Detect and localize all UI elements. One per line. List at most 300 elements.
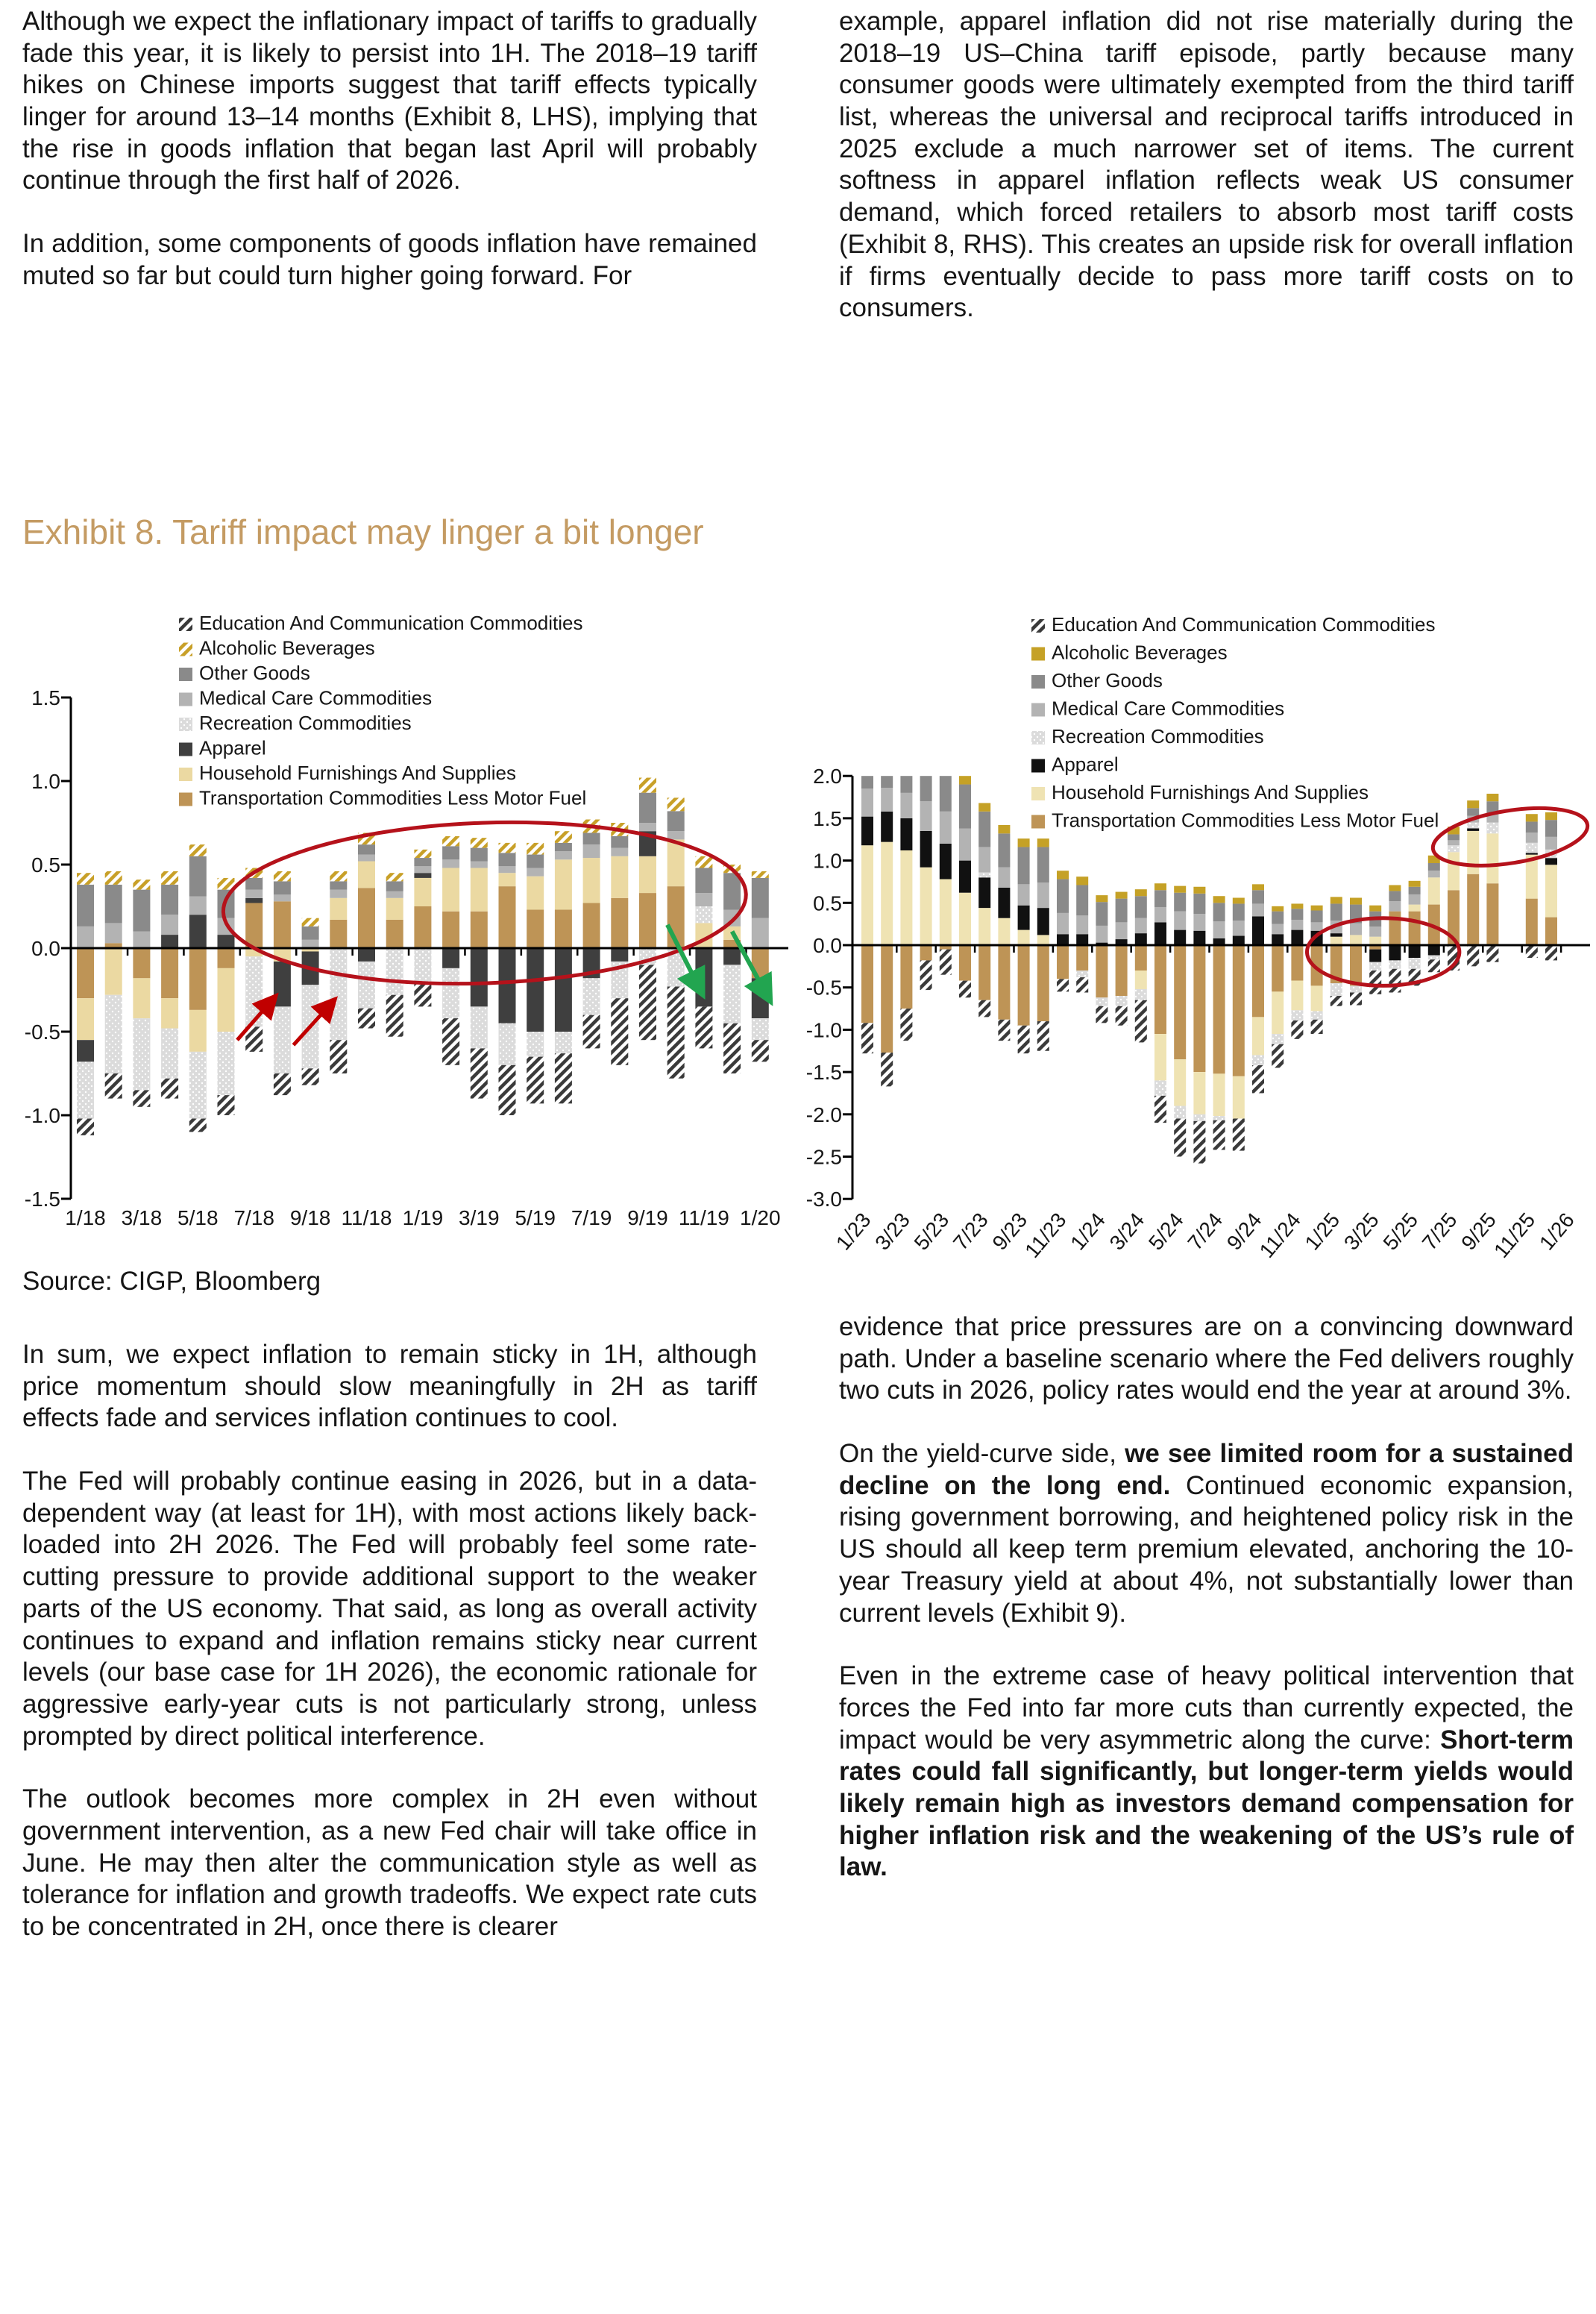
x-tick-label: 7/24 bbox=[1183, 1208, 1228, 1255]
bar-segment bbox=[471, 848, 488, 862]
paragraph: example, apparel inflation did not rise materially during the 2018–19 US–China tariff episode, partly because many consumer goods were ultimately exempted from the third tariff list, whereas the universal and reciprocal tariffs introduced in 2025 exclude a much narrower set of items. The current softness in apparel inflation reflects weak US consumer demand, which forced retailers to absorb most tariff costs (Exhibit 8, RHS). This creates an upside risk for overall inflation if firms eventually decide to pass more tariff costs on to consumers. bbox=[839, 7, 1574, 323]
bar-segment bbox=[1350, 897, 1362, 904]
bar-segment bbox=[1174, 1118, 1186, 1156]
bar-segment bbox=[900, 945, 912, 1009]
bar-segment bbox=[245, 898, 263, 903]
paragraph bbox=[839, 1661, 1574, 1884]
bar-segment bbox=[1233, 1118, 1245, 1150]
bottom-left-column bbox=[22, 1339, 757, 1943]
bar-segment bbox=[471, 1006, 488, 1048]
bar-segment bbox=[1467, 808, 1479, 815]
bar-segment bbox=[1018, 945, 1030, 1026]
bar-segment bbox=[471, 1048, 488, 1098]
bar-segment bbox=[1076, 977, 1088, 992]
y-tick-label: 1.0 bbox=[31, 770, 60, 793]
x-tick-label: 3/24 bbox=[1105, 1208, 1149, 1255]
bar-segment bbox=[1526, 814, 1538, 821]
bar-segment bbox=[302, 940, 319, 948]
paragraph bbox=[839, 1438, 1574, 1629]
bar-segment bbox=[274, 901, 291, 948]
bar-segment bbox=[1291, 1020, 1303, 1039]
legend-label: Transportation Commodities Less Motor Fuel bbox=[199, 786, 587, 809]
bar-segment bbox=[1526, 899, 1538, 945]
bar-segment bbox=[1076, 915, 1088, 934]
bar-segment bbox=[1135, 971, 1147, 989]
legend-swatch bbox=[1031, 703, 1045, 717]
legend-swatch bbox=[1031, 619, 1045, 633]
bar-segment bbox=[920, 868, 932, 945]
bar-segment bbox=[218, 968, 235, 1032]
bar-segment bbox=[978, 877, 990, 908]
bar-segment bbox=[414, 878, 431, 906]
bar-segment bbox=[978, 872, 990, 877]
paragraph bbox=[839, 1311, 1574, 1407]
bar-segment bbox=[1135, 945, 1147, 971]
bar-segment bbox=[1213, 921, 1225, 938]
source-line: Source: CIGP, Bloomberg bbox=[22, 1267, 321, 1296]
bar-segment bbox=[414, 948, 431, 982]
bar-segment bbox=[414, 858, 431, 866]
legend-label: Education And Communication Commodities bbox=[199, 612, 583, 634]
bar-segment bbox=[499, 873, 516, 886]
bar-segment bbox=[611, 898, 628, 948]
bar-segment bbox=[189, 1052, 207, 1119]
bar-segment bbox=[161, 871, 178, 885]
y-tick-label: -1.0 bbox=[805, 1018, 842, 1042]
y-tick-label: -0.5 bbox=[24, 1020, 60, 1044]
bar-segment bbox=[1193, 945, 1205, 1072]
y-tick-label: 1.5 bbox=[31, 686, 60, 709]
bar-segment bbox=[695, 906, 712, 923]
bar-segment bbox=[1116, 899, 1128, 923]
bar-segment bbox=[1174, 930, 1186, 945]
bar-segment bbox=[900, 818, 912, 850]
bar-segment bbox=[499, 866, 516, 873]
bar-segment bbox=[998, 918, 1010, 945]
bar-segment bbox=[1233, 921, 1245, 935]
bar-segment bbox=[1526, 833, 1538, 843]
bar-segment bbox=[723, 1023, 741, 1073]
bar-segment bbox=[189, 844, 207, 856]
x-tick-label: 11/19 bbox=[678, 1206, 729, 1229]
bar-segment bbox=[920, 776, 932, 801]
x-tick-label: 9/25 bbox=[1457, 1208, 1501, 1255]
bar-segment bbox=[1135, 889, 1147, 896]
bar-segment bbox=[1350, 945, 1362, 985]
bar-segment bbox=[1311, 1011, 1323, 1019]
bar-segment bbox=[1291, 981, 1303, 1011]
bar-segment bbox=[555, 859, 572, 909]
bar-segment bbox=[77, 873, 94, 885]
bar-segment bbox=[1486, 945, 1498, 962]
bar-segment bbox=[1174, 1106, 1186, 1118]
bar-segment bbox=[1311, 1020, 1323, 1034]
bar-segment bbox=[1233, 1076, 1245, 1119]
bar-segment bbox=[1116, 1006, 1128, 1026]
text-run: On the yield-curve side, bbox=[839, 1439, 1125, 1469]
bar-segment bbox=[330, 881, 347, 889]
bar-segment bbox=[1272, 1034, 1284, 1044]
bar-segment bbox=[1057, 913, 1069, 934]
bar-segment bbox=[105, 995, 122, 1073]
bar-segment bbox=[1037, 1021, 1049, 1051]
x-tick-label: 1/23 bbox=[831, 1208, 876, 1255]
bar-segment bbox=[302, 918, 319, 926]
bar-segment bbox=[1311, 985, 1323, 1011]
x-tick-label: 7/18 bbox=[233, 1206, 274, 1229]
legend-label: Education And Communication Commodities bbox=[1052, 613, 1436, 636]
bar-segment bbox=[1467, 823, 1479, 829]
x-tick-label: 1/24 bbox=[1066, 1208, 1110, 1255]
bar-segment bbox=[920, 831, 932, 868]
bar-segment bbox=[442, 1018, 459, 1065]
bar-segment bbox=[1174, 945, 1186, 1059]
bar-segment bbox=[1096, 926, 1108, 943]
bar-segment bbox=[77, 1062, 94, 1118]
x-tick-label: 9/18 bbox=[289, 1206, 331, 1229]
bar-segment bbox=[1154, 1034, 1166, 1080]
x-tick-label: 3/19 bbox=[459, 1206, 500, 1229]
bar-segment bbox=[189, 948, 207, 1010]
bar-segment bbox=[527, 843, 544, 855]
bar-segment bbox=[414, 866, 431, 873]
bar-segment bbox=[161, 948, 178, 998]
bar-segment bbox=[1193, 914, 1205, 931]
legend-swatch bbox=[1031, 731, 1045, 744]
bar-segment bbox=[1076, 945, 1088, 971]
bar-segment bbox=[695, 1006, 712, 1048]
bar-segment bbox=[940, 776, 952, 812]
bar-segment bbox=[1389, 969, 1401, 993]
bar-segment bbox=[1076, 877, 1088, 885]
bar-segment bbox=[386, 881, 403, 891]
bar-segment bbox=[1213, 1073, 1225, 1116]
bar-segment bbox=[611, 998, 628, 1065]
bar-segment bbox=[1291, 909, 1303, 920]
bar-segment bbox=[900, 850, 912, 945]
x-tick-label: 11/24 bbox=[1254, 1208, 1305, 1262]
bar-segment bbox=[330, 948, 347, 1040]
x-tick-label: 11/25 bbox=[1489, 1208, 1540, 1262]
y-tick-label: 1.5 bbox=[813, 806, 842, 830]
bar-segment bbox=[1330, 933, 1342, 937]
bar-segment bbox=[959, 785, 971, 829]
bar-segment bbox=[978, 945, 990, 1000]
bar-segment bbox=[245, 903, 263, 948]
bar-segment bbox=[218, 1032, 235, 1095]
bar-segment bbox=[1330, 937, 1342, 945]
bar-segment bbox=[1272, 924, 1284, 935]
bar-segment bbox=[667, 839, 685, 886]
bar-segment bbox=[189, 915, 207, 948]
bar-segment bbox=[695, 893, 712, 906]
legend-swatch bbox=[1031, 648, 1045, 661]
bar-segment bbox=[723, 965, 741, 1023]
top-left-column bbox=[22, 6, 757, 292]
bar-segment bbox=[1174, 912, 1186, 930]
bar-segment bbox=[1545, 820, 1557, 837]
bar-segment bbox=[1037, 838, 1049, 847]
bar-segment bbox=[583, 858, 600, 903]
bar-segment bbox=[900, 1009, 912, 1041]
bar-segment bbox=[386, 995, 403, 1037]
bar-segment bbox=[1448, 852, 1460, 890]
bar-segment bbox=[330, 1040, 347, 1073]
bar-segment bbox=[1428, 877, 1440, 904]
bar-segment bbox=[639, 965, 656, 1040]
bar-segment bbox=[442, 836, 459, 846]
x-tick-label: 5/18 bbox=[177, 1206, 219, 1229]
bar-segment bbox=[1369, 971, 1381, 994]
paragraph: In addition, some components of goods inflation have remained muted so far but could turn higher going forward. For bbox=[22, 229, 757, 290]
bar-segment bbox=[1135, 933, 1147, 945]
bar-segment bbox=[189, 1010, 207, 1052]
bar-segment bbox=[1448, 834, 1460, 840]
bar-segment bbox=[1233, 897, 1245, 903]
bar-segment bbox=[302, 926, 319, 940]
legend-swatch bbox=[179, 743, 192, 756]
bar-segment bbox=[583, 844, 600, 858]
bar-segment bbox=[358, 948, 375, 962]
bottom-right-column bbox=[839, 1311, 1574, 1884]
bar-segment bbox=[1291, 920, 1303, 930]
bar-segment bbox=[358, 855, 375, 862]
bar-segment bbox=[1409, 958, 1421, 969]
bar-segment bbox=[1448, 840, 1460, 845]
bar-segment bbox=[555, 1032, 572, 1053]
bar-segment bbox=[1096, 945, 1108, 997]
bar-segment bbox=[752, 1040, 769, 1062]
bar-segment bbox=[161, 885, 178, 915]
bar-segment bbox=[1213, 1120, 1225, 1150]
bar-segment bbox=[1350, 935, 1362, 945]
bar-segment bbox=[386, 873, 403, 881]
bar-segment bbox=[861, 945, 873, 1023]
bar-segment bbox=[442, 968, 459, 1018]
bar-segment bbox=[442, 846, 459, 859]
bar-segment bbox=[1057, 945, 1069, 979]
x-tick-label: 1/20 bbox=[740, 1206, 781, 1229]
bar-segment bbox=[940, 879, 952, 945]
x-tick-label: 3/18 bbox=[121, 1206, 163, 1229]
bar-segment bbox=[499, 1065, 516, 1115]
text-run: evidence that price pressures are on a convincing downward path. Under a baseline scenario where the Fed delivers roughly two cuts in 2026, policy rates would end the year at around 3%. bbox=[839, 1312, 1574, 1405]
x-tick-label: 5/24 bbox=[1144, 1208, 1188, 1255]
bar-segment bbox=[161, 998, 178, 1028]
bar-segment bbox=[1252, 884, 1264, 890]
bar-segment bbox=[1409, 894, 1421, 905]
bar-segment bbox=[1311, 911, 1323, 923]
bar-segment bbox=[386, 891, 403, 898]
bar-segment bbox=[695, 856, 712, 868]
bar-segment bbox=[752, 878, 769, 918]
bar-segment bbox=[940, 812, 952, 844]
bar-segment bbox=[940, 950, 952, 975]
x-tick-label: 11/23 bbox=[1020, 1208, 1071, 1262]
bar-segment bbox=[1291, 903, 1303, 909]
x-tick-label: 7/19 bbox=[571, 1206, 612, 1229]
bar-segment bbox=[1486, 833, 1498, 883]
bar-segment bbox=[695, 948, 712, 1006]
bar-segment bbox=[1096, 895, 1108, 902]
bar-segment bbox=[1116, 996, 1128, 1006]
bar-segment bbox=[161, 915, 178, 935]
bar-segment bbox=[998, 833, 1010, 867]
bar-segment bbox=[1057, 934, 1069, 945]
bar-segment bbox=[1174, 893, 1186, 912]
bar-segment bbox=[1428, 959, 1440, 972]
y-tick-label: 0.5 bbox=[813, 891, 842, 915]
top-right-column bbox=[839, 6, 1574, 324]
y-tick-label: -1.0 bbox=[24, 1104, 60, 1127]
paragraph: The outlook becomes more complex in 2H even without government intervention, as a new Fed chair will take office in June. He may then alter the communication style as well as tolerance for inflation and growth tradeoffs. We expect rate cuts to be concentrated in 2H, once there is clearer bbox=[22, 1784, 757, 1941]
bar-segment bbox=[998, 888, 1010, 918]
bar-segment bbox=[752, 871, 769, 878]
bar-segment bbox=[1428, 863, 1440, 871]
bar-segment bbox=[667, 797, 685, 811]
bar-segment bbox=[1369, 906, 1381, 912]
bar-segment bbox=[358, 888, 375, 948]
bar-segment bbox=[77, 998, 94, 1040]
bar-segment bbox=[998, 868, 1010, 888]
x-tick-label: 1/19 bbox=[402, 1206, 444, 1229]
x-tick-label: 9/19 bbox=[627, 1206, 668, 1229]
bar-segment bbox=[1291, 1010, 1303, 1020]
bar-segment bbox=[1037, 882, 1049, 908]
legend-label: Household Furnishings And Supplies bbox=[199, 762, 516, 784]
bar-segment bbox=[1193, 894, 1205, 914]
bar-segment bbox=[959, 893, 971, 945]
bar-segment bbox=[1389, 945, 1401, 960]
bar-segment bbox=[723, 948, 741, 965]
bar-segment bbox=[1154, 907, 1166, 922]
bar-segment bbox=[1389, 960, 1401, 968]
bar-segment bbox=[1409, 887, 1421, 894]
bar-segment bbox=[189, 897, 207, 915]
bar-segment bbox=[133, 1090, 150, 1106]
bar-segment bbox=[189, 1118, 207, 1132]
bar-segment bbox=[527, 909, 544, 948]
bar-segment bbox=[1018, 930, 1030, 945]
bar-segment bbox=[1213, 1116, 1225, 1120]
bar-segment bbox=[1409, 945, 1421, 958]
bar-segment bbox=[386, 898, 403, 920]
bar-segment bbox=[133, 932, 150, 948]
bar-segment bbox=[1233, 936, 1245, 945]
bar-segment bbox=[1467, 800, 1479, 808]
bar-segment bbox=[1213, 903, 1225, 921]
bar-segment bbox=[861, 776, 873, 788]
bar-segment bbox=[1096, 997, 1108, 1006]
bar-segment bbox=[442, 912, 459, 948]
bar-segment bbox=[77, 885, 94, 926]
bar-segment bbox=[133, 948, 150, 978]
bar-segment bbox=[1272, 906, 1284, 912]
bar-segment bbox=[1174, 886, 1186, 893]
legend-swatch bbox=[179, 718, 192, 731]
bar-segment bbox=[218, 935, 235, 948]
paragraph: In sum, we expect inflation to remain sticky in 1H, although price momentum should slow meaningfully in 2H as tariff effects fade and services inflation continues to cool. bbox=[22, 1340, 757, 1433]
bar-segment bbox=[1135, 896, 1147, 918]
bar-segment bbox=[1409, 905, 1421, 912]
bar-segment bbox=[1350, 985, 1362, 992]
bar-segment bbox=[861, 1023, 873, 1053]
bar-segment bbox=[527, 855, 544, 868]
bar-segment bbox=[274, 881, 291, 894]
bar-segment bbox=[1350, 924, 1362, 935]
bar-segment bbox=[274, 962, 291, 1006]
bar-segment bbox=[471, 912, 488, 948]
legend-swatch bbox=[1031, 787, 1045, 800]
legend-swatch bbox=[179, 693, 192, 706]
bar-segment bbox=[1193, 1072, 1205, 1114]
bar-segment bbox=[959, 981, 971, 998]
bar-segment bbox=[1233, 903, 1245, 921]
bar-segment bbox=[1252, 916, 1264, 945]
bar-segment bbox=[959, 776, 971, 784]
bar-segment bbox=[330, 920, 347, 948]
bar-segment bbox=[499, 948, 516, 1023]
bar-segment bbox=[1389, 885, 1401, 891]
bar-segment bbox=[358, 1009, 375, 1029]
bar-segment bbox=[1154, 890, 1166, 907]
bar-segment bbox=[1096, 1006, 1108, 1023]
bar-segment bbox=[1154, 1080, 1166, 1095]
bar-segment bbox=[639, 856, 656, 893]
bar-segment bbox=[1154, 883, 1166, 890]
bar-segment bbox=[555, 851, 572, 859]
bar-segment bbox=[1448, 845, 1460, 852]
bar-segment bbox=[555, 831, 572, 843]
bar-segment bbox=[1409, 881, 1421, 887]
bar-segment bbox=[1330, 897, 1342, 903]
bar-segment bbox=[1291, 945, 1303, 981]
bar-segment bbox=[978, 1000, 990, 1018]
bar-segment bbox=[1272, 934, 1284, 945]
bar-segment bbox=[414, 873, 431, 878]
bar-segment bbox=[1389, 891, 1401, 901]
bar-segment bbox=[77, 926, 94, 948]
bar-segment bbox=[330, 871, 347, 881]
bar-segment bbox=[245, 878, 263, 890]
bar-segment bbox=[1135, 1000, 1147, 1043]
bar-segment bbox=[1116, 922, 1128, 939]
bar-segment bbox=[1174, 1059, 1186, 1106]
bar-segment bbox=[861, 817, 873, 846]
bar-segment bbox=[881, 945, 893, 1053]
bar-segment bbox=[77, 1040, 94, 1062]
bar-segment bbox=[1252, 890, 1264, 903]
chart-rhs-tariff-2025 bbox=[794, 589, 1596, 1302]
text-run: Continued economic expansion, rising government borrowing, and heightened policy risk in the US should all keep term premium elevated, anchoring the 10-year Treasury yield at about 4%, not substantially lower than current levels (Exhibit 9). bbox=[839, 1470, 1574, 1628]
x-tick-label: 5/19 bbox=[515, 1206, 556, 1229]
bar-segment bbox=[527, 948, 544, 1032]
bar-segment bbox=[1369, 950, 1381, 962]
bar-segment bbox=[1526, 821, 1538, 833]
legend-label: Other Goods bbox=[1052, 669, 1163, 692]
bar-segment bbox=[1037, 945, 1049, 1021]
bar-segment bbox=[1467, 831, 1479, 874]
bar-segment bbox=[442, 948, 459, 968]
bar-segment bbox=[1213, 945, 1225, 1073]
bar-segment bbox=[1252, 1017, 1264, 1055]
bar-segment bbox=[920, 801, 932, 831]
y-tick-label: -2.0 bbox=[805, 1103, 842, 1126]
bar-segment bbox=[1272, 912, 1284, 924]
y-tick-label: 0.5 bbox=[31, 853, 60, 877]
bar-segment bbox=[499, 843, 516, 853]
bar-segment bbox=[105, 885, 122, 924]
